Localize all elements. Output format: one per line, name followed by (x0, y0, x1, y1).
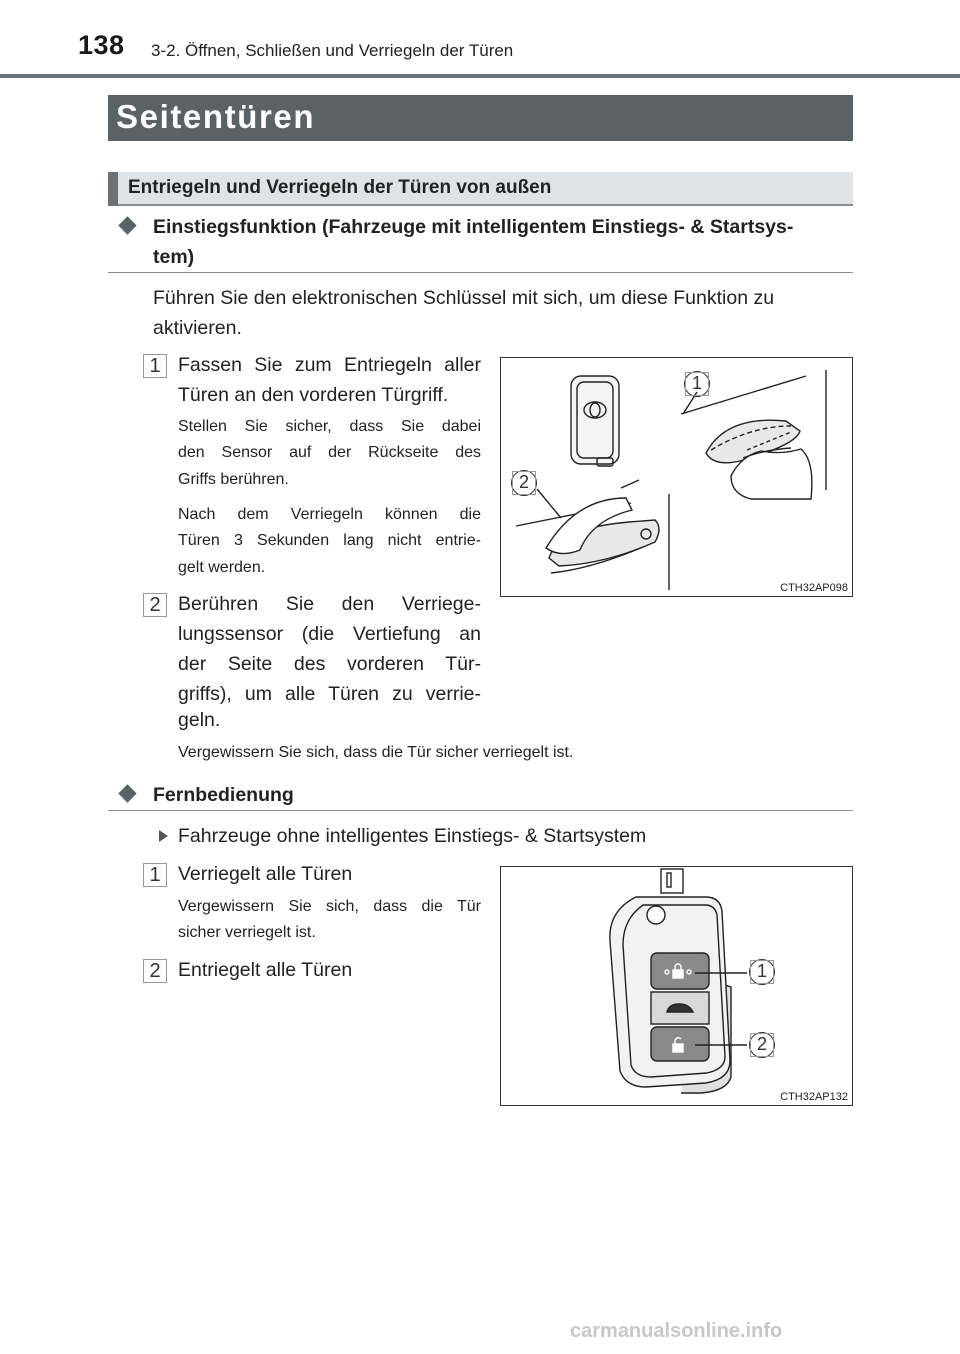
figure1-callout-2: 2 (511, 470, 537, 496)
feature1-title-line1: Einstiegsfunktion (Fahrzeuge mit intelligentem Einstiegs- & Startsys- (153, 216, 794, 238)
feature1-title-line2: tem) (153, 246, 195, 268)
remote-step2-text: Entriegelt alle Türen (178, 959, 353, 981)
step1-number: 1 (143, 354, 167, 378)
feature1-intro-line2: aktivieren. (153, 317, 242, 339)
remote-step1-text: Verriegelt alle Türen (178, 863, 353, 885)
step1-note1-line2: den Sensor auf der Rückseite des (178, 444, 481, 461)
door-handle-illustration (501, 358, 851, 595)
step2-line5: geln. (178, 709, 221, 731)
figure1-callout-1: 1 (684, 371, 710, 397)
triangle-bullet-icon (159, 830, 168, 842)
remote-step1-number: 1 (143, 863, 167, 887)
step1-note2-line1: Nach dem Verriegeln können die (178, 506, 481, 523)
figure2-code: CTH32AP132 (780, 1091, 848, 1103)
diamond-bullet-icon (118, 784, 136, 802)
step2-number: 2 (143, 593, 167, 617)
header-rule (0, 74, 960, 78)
step1-note1-line3: Griffs berühren. (178, 471, 289, 488)
step1-note1-line1: Stellen Sie sicher, dass Sie dabei (178, 418, 481, 435)
remote-step1-note-line1: Vergewissern Sie sich, dass die Tür (178, 898, 481, 915)
remote-key-figure (500, 866, 853, 1106)
step1-line1: Fassen Sie zum Entriegeln aller (178, 354, 481, 376)
section-title-bar (108, 95, 853, 141)
feature1-intro-line1: Führen Sie den elektronischen Schlüssel mit sich, um diese Funktion zu (153, 287, 775, 309)
step1-line2: Türen an den vorderen Türgriff. (178, 384, 449, 406)
diamond-bullet-icon (118, 216, 136, 234)
feature2-subheading: Fahrzeuge ohne intelligentes Einstiegs- & Startsystem (178, 825, 647, 847)
running-header: 3-2. Öffnen, Schließen und Verriegeln der Türen (151, 41, 514, 60)
step1-note2-line3: gelt werden. (178, 559, 266, 576)
figure2-callout-2: 2 (749, 1032, 775, 1058)
step2-line4: griffs), um alle Türen zu verrie- (178, 683, 481, 705)
step1-note2-line2: Türen 3 Sekunden lang nicht entrie- (178, 532, 481, 549)
feature2-title: Fernbedienung (153, 784, 294, 806)
feature1-rule (108, 272, 853, 273)
step2-line2: lungssensor (die Vertiefung an (178, 623, 481, 645)
step2-note: Vergewissern Sie sich, dass die Tür sicher verriegelt ist. (178, 744, 574, 761)
figure2-callout-1: 1 (749, 959, 775, 985)
section-title: Seitentüren (116, 98, 316, 135)
page-number: 138 (78, 30, 125, 60)
door-handle-figure (500, 357, 853, 597)
remote-step1-note-line2: sicher verriegelt ist. (178, 924, 316, 941)
subheading-bar (108, 172, 853, 206)
remote-step2-number: 2 (143, 959, 167, 983)
step2-line3: der Seite des vorderen Tür- (178, 653, 481, 675)
figure1-code: CTH32AP098 (780, 582, 848, 594)
step2-line1: Berühren Sie den Verriege- (178, 593, 481, 615)
feature2-rule (108, 810, 853, 811)
subheading-accent (108, 172, 118, 206)
watermark: carmanualsonline.info (570, 1320, 783, 1342)
remote-key-illustration (501, 867, 851, 1104)
subheading: Entriegeln und Verriegeln der Türen von außen (128, 177, 552, 198)
